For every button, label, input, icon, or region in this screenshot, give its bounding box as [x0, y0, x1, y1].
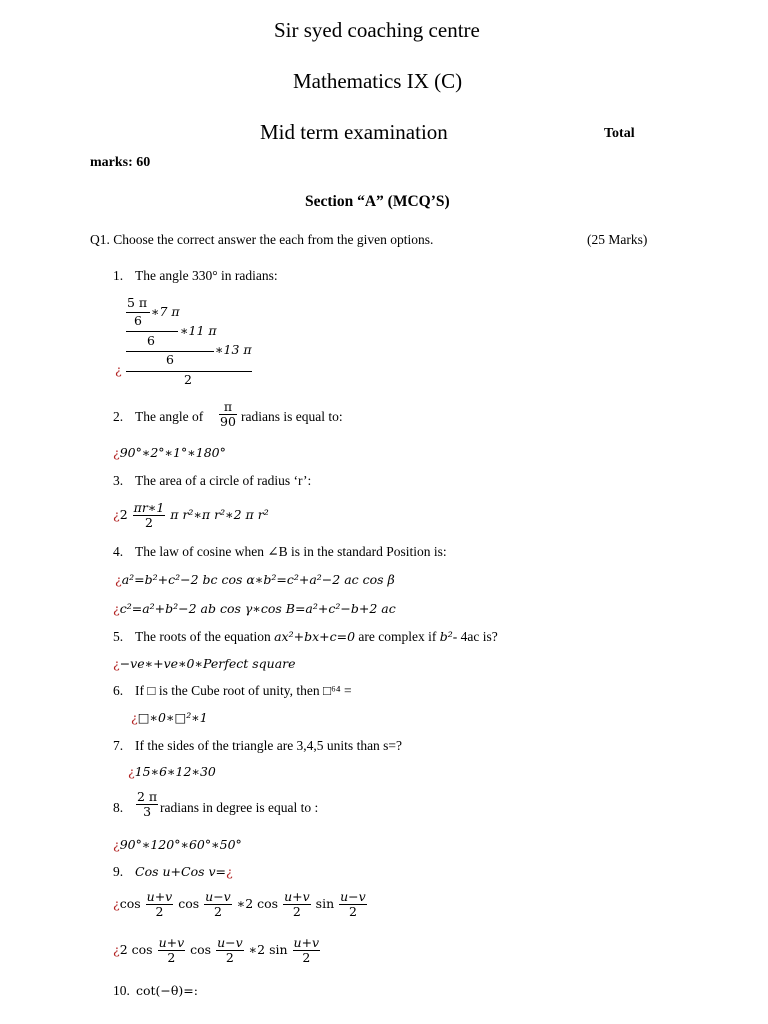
q9-lead: 2 cos — [119, 942, 153, 957]
question-text: cot(−θ)=: — [136, 983, 198, 998]
q1-frac2-den: 6 — [147, 333, 155, 348]
q9-star-sin: ∗2 sin — [248, 942, 288, 957]
missing-glyph-icon: ¿ — [113, 896, 120, 911]
q1-marks: (25 Marks) — [587, 232, 648, 247]
question-text: radians in degree is equal to : — [160, 800, 319, 815]
question-number: 9. — [113, 864, 124, 879]
q8-fraction — [135, 790, 159, 819]
question-number: 8. — [113, 800, 124, 815]
question-number: 1. — [113, 268, 124, 283]
missing-glyph-icon: ¿ — [115, 362, 122, 377]
q9-frac-num: u−v — [217, 935, 243, 950]
q2-frac-num: π — [219, 400, 237, 415]
q1-frac2-bar — [126, 331, 178, 332]
q9-frac-den: 2 — [155, 904, 164, 919]
question-number: 2. — [113, 409, 124, 424]
q9-star-cos: ∗2 cos — [236, 896, 279, 911]
answer-options — [113, 656, 296, 671]
q3-options: π r²∗π r²∗2 π r² — [170, 507, 269, 522]
q9-frac-den: 2 — [225, 950, 234, 965]
q4-options-line2: c²=a²+b²−2 ab cos γ∗cos B=a²+c²−b+2 ac — [119, 601, 396, 616]
answer-options — [113, 501, 269, 530]
question-text — [135, 864, 233, 879]
missing-glyph-icon: ¿ — [128, 764, 135, 779]
q1-frac1-rest: ∗7 π — [151, 304, 180, 319]
q1-frac2-rest: ∗11 π — [180, 323, 217, 338]
subject-title: Mathematics IX (C) — [293, 69, 463, 93]
question-number: 3. — [113, 473, 124, 488]
missing-glyph-icon: ¿ — [113, 942, 120, 957]
q9-frac-num: u+v — [158, 935, 185, 950]
q9-frac-num: u−v — [205, 889, 231, 904]
q7-options: 15∗6∗12∗30 — [134, 764, 216, 779]
q1-frac3-den: 6 — [166, 352, 174, 367]
section-title: Section “A” (MCQ’S) — [305, 193, 450, 210]
answer-options — [113, 890, 368, 919]
q9-frac-num: u−v — [340, 889, 366, 904]
q1-frac1-num: 5 π — [127, 295, 148, 310]
q2-frac-den: 90 — [220, 414, 236, 429]
q9-cos: cos — [190, 942, 212, 957]
q3-lead: 2 — [119, 507, 128, 522]
question-text — [135, 629, 498, 645]
q2-options: 90°∗2°∗1°∗180° — [119, 445, 226, 460]
q5-options: −ve∗+ve∗0∗Perfect square — [119, 656, 296, 671]
answer-options — [113, 601, 396, 616]
q9-frac-num: u+v — [293, 935, 320, 950]
q9-frac-den: 2 — [302, 950, 311, 965]
q5-mid: are complex if — [358, 629, 437, 644]
question-number: 10. — [113, 983, 130, 998]
q9-frac-num: u+v — [146, 889, 173, 904]
q9-frac-den: 2 — [213, 904, 222, 919]
q8-frac-num: 2 π — [137, 789, 158, 804]
total-marks: marks: 60 — [90, 155, 151, 170]
missing-glyph-icon: ¿ — [113, 601, 120, 616]
q4-options-line1: a²=b²+c²−2 bc cos α∗b²=c²+a²−2 ac cos β — [121, 572, 395, 587]
answer-options — [131, 710, 208, 725]
q3-frac-num: πr∗1 — [133, 500, 165, 515]
q9-sin: sin — [315, 896, 335, 911]
answer-options — [115, 572, 395, 587]
q1-frac3-rest: ∗13 π — [215, 342, 252, 357]
answer-options — [113, 837, 242, 852]
q9-frac-den: 2 — [292, 904, 301, 919]
question-text: The law of cosine when ∠B is in the standard Position is: — [135, 544, 447, 559]
missing-glyph-icon: ¿ — [226, 864, 233, 879]
question-number: 5. — [113, 629, 124, 644]
q1-frac1-den: 6 — [134, 313, 142, 328]
question-number: 6. — [113, 683, 124, 698]
q5-equation: ax²+bx+c=0 — [274, 629, 356, 644]
q6-options: □∗0∗□²∗1 — [137, 710, 208, 725]
q2-fraction — [218, 400, 238, 429]
q1-instruction: Q1. Choose the correct answer the each from the given options. — [90, 232, 434, 247]
q8-options: 90°∗120°∗60°∗50° — [119, 837, 242, 852]
question-text: The angle 330° in radians: — [135, 268, 278, 283]
question-number: 4. — [113, 544, 124, 559]
missing-glyph-icon: ¿ — [113, 656, 120, 671]
question-text: If the sides of the triangle are 3,4,5 units than s=? — [135, 738, 403, 753]
q1-frac4-den: 2 — [184, 372, 192, 387]
answer-options — [128, 764, 216, 779]
question-text: The angle of — [135, 409, 204, 424]
q9-frac-num: u+v — [284, 889, 310, 904]
answer-options — [113, 936, 321, 965]
missing-glyph-icon: ¿ — [113, 837, 120, 852]
answer-options — [113, 445, 226, 460]
q5-post: - 4ac is? — [452, 629, 498, 644]
q9-expr: Cos u+Cos v= — [135, 864, 227, 879]
missing-glyph-icon: ¿ — [113, 445, 120, 460]
q9-frac-den: 2 — [348, 904, 357, 919]
exam-title: Mid term examination — [260, 120, 448, 144]
missing-glyph-icon: ¿ — [115, 572, 122, 587]
question-text: radians is equal to: — [241, 409, 343, 424]
missing-glyph-icon: ¿ — [113, 507, 120, 522]
question-number: 7. — [113, 738, 124, 753]
q9-cos: cos — [178, 896, 200, 911]
missing-glyph-icon: ¿ — [131, 710, 138, 725]
school-name: Sir syed coaching centre — [274, 18, 480, 42]
q9-cos: cos — [119, 896, 141, 911]
question-text: If □ is the Cube root of unity, then □⁶⁴ = — [135, 683, 352, 698]
q5-pre: The roots of the equation — [135, 629, 271, 644]
q9-frac-den: 2 — [167, 950, 176, 965]
q8-frac-den: 3 — [143, 804, 152, 819]
question-text: The area of a circle of radius ‘r’: — [135, 473, 312, 488]
total-label: Total — [604, 126, 635, 141]
q3-frac-den: 2 — [144, 515, 153, 530]
q5-b2: b² — [439, 629, 453, 644]
